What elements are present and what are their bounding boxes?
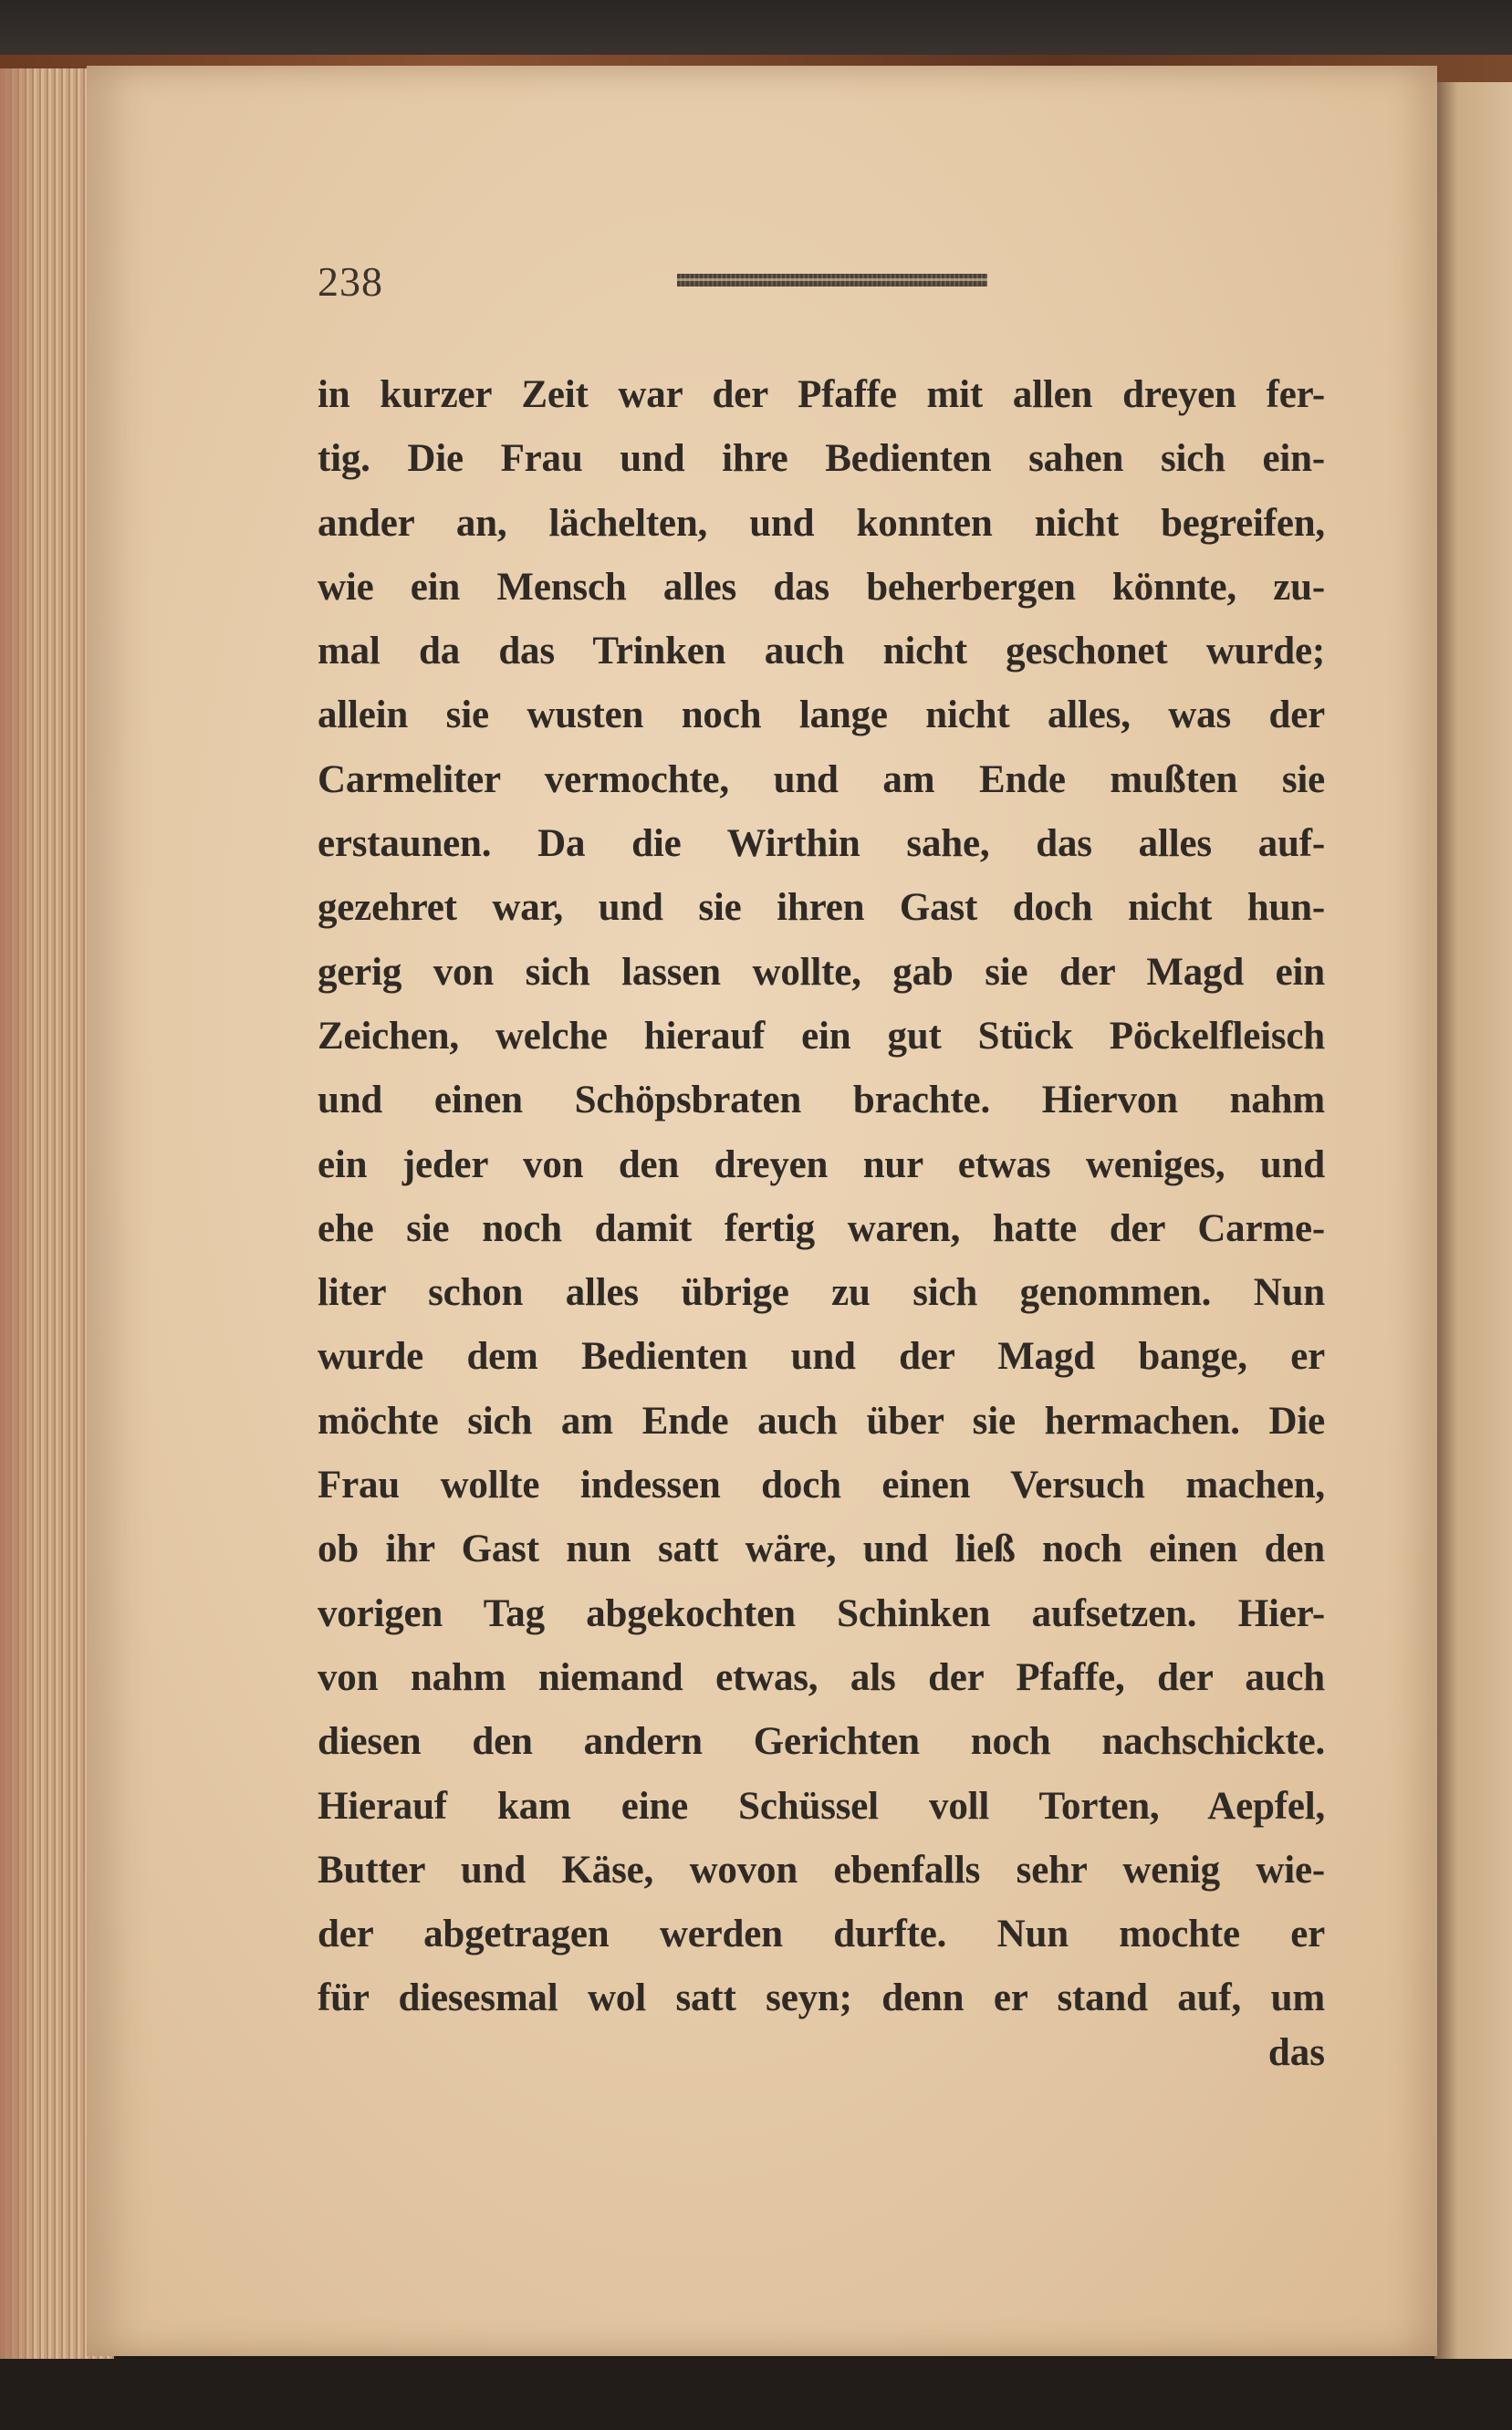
text-line: erstaunen. Da die Wirthin sahe, das alles auf- bbox=[318, 822, 1325, 866]
text-line: Hierauf kam eine Schüssel voll Torten, Aepfel, bbox=[318, 1784, 1325, 1828]
background-bottom bbox=[0, 2359, 1512, 2430]
text-line: der abgetragen werden durfte. Nun mochte er bbox=[318, 1913, 1325, 1956]
facing-page-edge bbox=[1434, 82, 1512, 2363]
text-line: ander an, lächelten, und konnten nicht begreifen, bbox=[318, 501, 1325, 545]
text-line: Butter und Käse, wovon ebenfalls sehr wenig wie- bbox=[318, 1848, 1325, 1892]
text-line: mal da das Trinken auch nicht geschonet wurde; bbox=[318, 630, 1325, 673]
text-line: Zeichen, welche hierauf ein gut Stück Pöckelfleisch bbox=[318, 1014, 1325, 1058]
text-line: für diesesmal wol satt seyn; denn er stand auf, um bbox=[318, 1976, 1325, 2020]
text-line: Frau wollte indessen doch einen Versuch machen, bbox=[318, 1464, 1325, 1507]
text-line: wurde dem Bedienten und der Magd bange, er bbox=[318, 1335, 1325, 1379]
text-line: gerig von sich lassen wollte, gab sie der Magd ein bbox=[318, 950, 1325, 994]
catchword: das bbox=[1267, 2031, 1325, 2074]
text-line: wie ein Mensch alles das beherbergen könnte, zu- bbox=[318, 565, 1325, 609]
text-line: von nahm niemand etwas, als der Pfaffe, der auch bbox=[318, 1655, 1325, 1699]
text-line: tig. Die Frau und ihre Bedienten sahen sich ein- bbox=[318, 437, 1325, 481]
text-line: allein sie wusten noch lange nicht alles, was der bbox=[318, 694, 1325, 737]
text-line: vorigen Tag abgekochten Schinken aufsetzen. Hier- bbox=[318, 1591, 1325, 1635]
page-number: 238 bbox=[318, 258, 383, 305]
text-line: ob ihr Gast nun satt wäre, und ließ noch einen den bbox=[318, 1528, 1325, 1571]
text-line: liter schon alles übrige zu sich genommen. Nun bbox=[318, 1271, 1325, 1315]
header-ornament-rule bbox=[677, 274, 987, 287]
text-line: ehe sie noch damit fertig waren, hatte der Carme- bbox=[318, 1206, 1325, 1250]
text-line: ein jeder von den dreyen nur etwas weniges, und bbox=[318, 1142, 1325, 1186]
text-line: diesen den andern Gerichten noch nachschickte. bbox=[318, 1720, 1325, 1764]
text-line: in kurzer Zeit war der Pfaffe mit allen dreyen fer- bbox=[318, 373, 1325, 416]
text-line: gezehret war, und sie ihren Gast doch nicht hun- bbox=[318, 886, 1325, 930]
text-line: möchte sich am Ende auch über sie hermachen. Die bbox=[318, 1399, 1325, 1443]
body-text bbox=[318, 363, 1325, 2031]
text-line: und einen Schöpsbraten brachte. Hiervon nahm bbox=[318, 1079, 1325, 1122]
text-line: Carmeliter vermochte, und am Ende mußten sie bbox=[318, 757, 1325, 801]
